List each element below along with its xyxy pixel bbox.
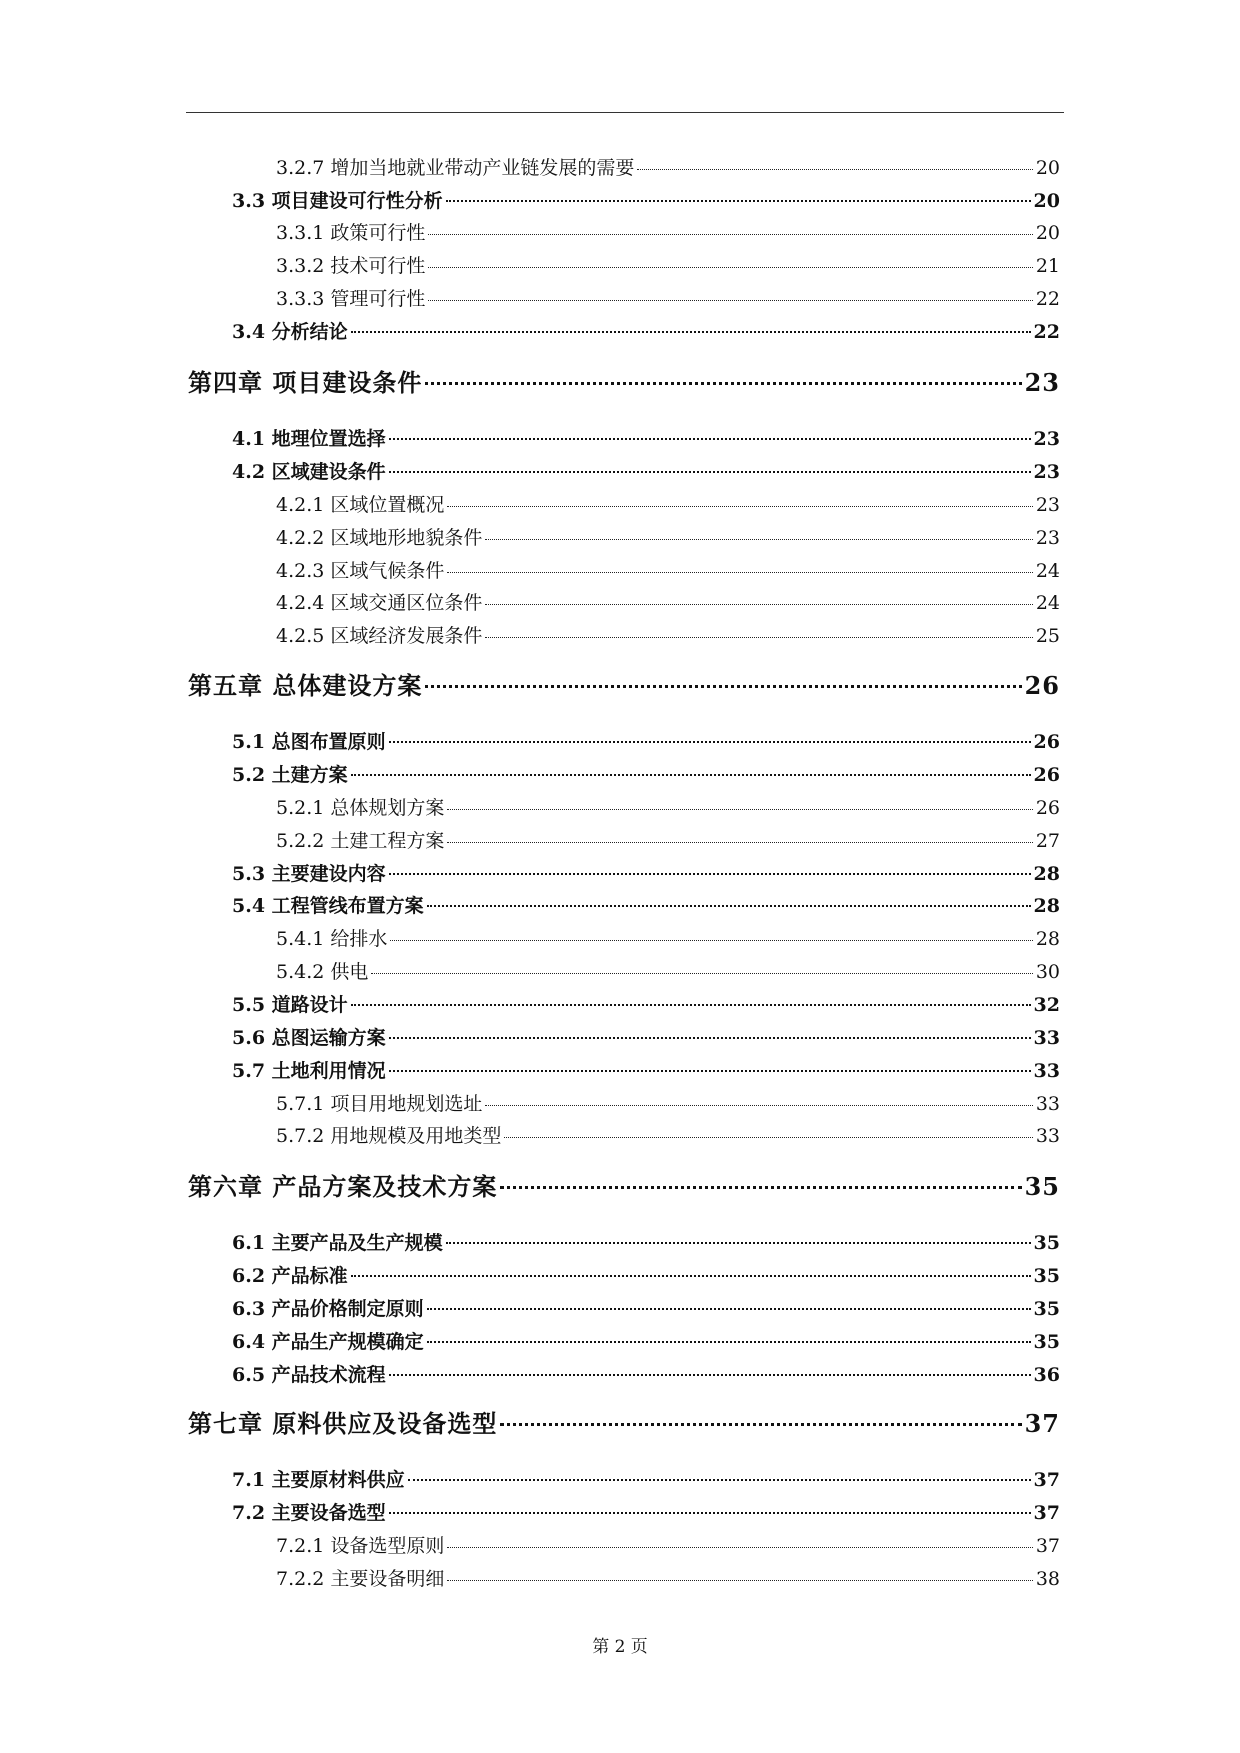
- dot-leader: [389, 1374, 1031, 1376]
- toc-chapter[interactable]: [188, 1167, 1060, 1202]
- toc-entry-page: 28: [1035, 928, 1060, 950]
- toc-entry-page: 23: [1033, 461, 1060, 483]
- toc-entry[interactable]: [232, 424, 1060, 451]
- toc-entry-label: 5.2.1 总体规划方案: [276, 797, 445, 819]
- toc-entry-page: 23: [1035, 527, 1060, 549]
- toc-entry-page: 35: [1033, 1232, 1060, 1254]
- toc-entry-label: 5.4.2 供电: [276, 961, 369, 983]
- toc-entry-page: 33: [1035, 1093, 1060, 1115]
- dot-leader: [408, 1479, 1031, 1481]
- toc-entry-label: 5.4.1 给排水: [276, 928, 388, 950]
- toc-entry-label: 7.1 主要原材料供应: [232, 1469, 405, 1491]
- toc-entry[interactable]: [232, 891, 1060, 918]
- toc-entry[interactable]: [232, 186, 1060, 213]
- toc-entry-label: 3.3 项目建设可行性分析: [232, 190, 443, 212]
- toc-entry[interactable]: [276, 284, 1060, 311]
- dot-leader: [500, 1186, 1021, 1189]
- toc-entry-page: 27: [1035, 830, 1060, 852]
- toc-entry[interactable]: [276, 251, 1060, 278]
- toc-entry-label: 3.2.7 增加当地就业带动产业链发展的需要: [276, 157, 635, 179]
- dot-leader: [447, 809, 1032, 810]
- toc-chapter-label: 第五章 总体建设方案: [188, 671, 423, 700]
- toc-entry[interactable]: [276, 588, 1060, 615]
- toc-entry[interactable]: [232, 317, 1060, 344]
- toc-entry-page: 38: [1035, 1568, 1060, 1590]
- dot-leader: [637, 169, 1032, 170]
- toc-entry-label: 5.5 道路设计: [232, 994, 348, 1016]
- toc-entry[interactable]: [232, 1294, 1060, 1321]
- toc-entry-label: 3.3.1 政策可行性: [276, 222, 426, 244]
- toc-entry[interactable]: [276, 826, 1060, 853]
- dot-leader: [500, 1423, 1021, 1426]
- toc-entry-label: 5.7.2 用地规模及用地类型: [276, 1125, 502, 1147]
- toc-entry[interactable]: [276, 490, 1060, 517]
- dot-leader: [389, 1512, 1031, 1514]
- dot-leader: [446, 1242, 1031, 1244]
- toc-entry-page: 20: [1035, 222, 1060, 244]
- dot-leader: [428, 267, 1032, 268]
- toc-chapter-page: 26: [1024, 671, 1060, 700]
- dot-leader: [425, 382, 1021, 385]
- toc-entry-label: 6.2 产品标准: [232, 1265, 348, 1287]
- toc-entry[interactable]: [276, 153, 1060, 180]
- toc-entry-page: 33: [1033, 1060, 1060, 1082]
- toc-entry-page: 33: [1035, 1125, 1060, 1147]
- toc-entry[interactable]: [276, 924, 1060, 951]
- toc-chapter-page: 37: [1024, 1409, 1060, 1438]
- dot-leader: [447, 842, 1032, 843]
- toc-entry-page: 37: [1035, 1535, 1060, 1557]
- toc-entry[interactable]: [276, 1531, 1060, 1558]
- toc-entry-label: 6.4 产品生产规模确定: [232, 1331, 424, 1353]
- toc-entry-label: 4.1 地理位置选择: [232, 428, 386, 450]
- toc-entry-label: 4.2.1 区域位置概况: [276, 494, 445, 516]
- toc-entry-label: 4.2.3 区域气候条件: [276, 560, 445, 582]
- dot-leader: [447, 506, 1032, 507]
- toc-entry-label: 7.2.2 主要设备明细: [276, 1568, 445, 1590]
- toc-entry-label: 4.2.5 区域经济发展条件: [276, 625, 483, 647]
- dot-leader: [351, 331, 1031, 333]
- toc-entry[interactable]: [232, 727, 1060, 754]
- toc-entry-page: 23: [1035, 494, 1060, 516]
- toc-entry-page: 24: [1035, 560, 1060, 582]
- dot-leader: [427, 1341, 1031, 1343]
- toc-entry[interactable]: [276, 218, 1060, 245]
- toc-entry-page: 28: [1033, 863, 1060, 885]
- toc-entry-page: 35: [1033, 1298, 1060, 1320]
- toc-entry-page: 35: [1033, 1265, 1060, 1287]
- toc-entry-page: 25: [1035, 625, 1060, 647]
- dot-leader: [425, 685, 1021, 688]
- toc-chapter[interactable]: [188, 363, 1060, 398]
- toc-entry-label: 5.3 主要建设内容: [232, 863, 386, 885]
- dot-leader: [485, 604, 1032, 605]
- toc-entry-page: 26: [1033, 764, 1060, 786]
- dot-leader: [485, 1105, 1032, 1106]
- toc-entry-label: 7.2.1 设备选型原则: [276, 1535, 445, 1557]
- toc-entry[interactable]: [276, 1121, 1060, 1148]
- toc-entry[interactable]: [232, 1498, 1060, 1525]
- toc-entry-label: 5.1 总图布置原则: [232, 731, 386, 753]
- toc-entry-page: 24: [1035, 592, 1060, 614]
- toc-entry[interactable]: [232, 457, 1060, 484]
- toc-entry[interactable]: [232, 1465, 1060, 1492]
- toc-entry-label: 6.1 主要产品及生产规模: [232, 1232, 443, 1254]
- toc-entry-label: 4.2 区域建设条件: [232, 461, 386, 483]
- toc-entry-page: 21: [1035, 255, 1060, 277]
- dot-leader: [389, 438, 1031, 440]
- dot-leader: [447, 572, 1032, 573]
- dot-leader: [351, 1275, 1031, 1277]
- toc-entry-page: 30: [1035, 961, 1060, 983]
- dot-leader: [428, 234, 1032, 235]
- dot-leader: [428, 300, 1032, 301]
- dot-leader: [504, 1137, 1032, 1138]
- toc-entry[interactable]: [232, 1261, 1060, 1288]
- toc-entry[interactable]: [276, 1089, 1060, 1116]
- toc-entry-page: 23: [1033, 428, 1060, 450]
- header-rule: [186, 112, 1064, 113]
- toc-entry[interactable]: [232, 990, 1060, 1017]
- toc-chapter-label: 第四章 项目建设条件: [188, 368, 423, 397]
- toc-entry[interactable]: [276, 793, 1060, 820]
- dot-leader: [389, 873, 1031, 875]
- dot-leader: [485, 637, 1032, 638]
- toc-entry-page: 22: [1035, 288, 1060, 310]
- toc-entry-label: 4.2.2 区域地形地貌条件: [276, 527, 483, 549]
- toc-chapter-page: 23: [1024, 368, 1060, 397]
- toc-entry-page: 20: [1033, 190, 1060, 212]
- toc-entry-label: 4.2.4 区域交通区位条件: [276, 592, 483, 614]
- dot-leader: [371, 973, 1032, 974]
- toc-entry[interactable]: [276, 556, 1060, 583]
- toc-entry-label: 5.2.2 土建工程方案: [276, 830, 445, 852]
- toc-entry[interactable]: [232, 1327, 1060, 1354]
- toc-entry-page: 37: [1033, 1469, 1060, 1491]
- dot-leader: [351, 774, 1031, 776]
- toc-entry-label: 6.5 产品技术流程: [232, 1364, 386, 1386]
- page-number-footer: 第 2 页: [592, 1637, 648, 1657]
- dot-leader: [390, 940, 1032, 941]
- dot-leader: [351, 1004, 1031, 1006]
- toc-entry[interactable]: [276, 621, 1060, 648]
- dot-leader: [427, 905, 1031, 907]
- toc-entry[interactable]: [232, 1228, 1060, 1255]
- toc-entry-label: 5.7.1 项目用地规划选址: [276, 1093, 483, 1115]
- dot-leader: [485, 539, 1032, 540]
- toc-entry[interactable]: [232, 1360, 1060, 1387]
- toc-entry-page: 22: [1033, 321, 1060, 343]
- dot-leader: [389, 471, 1031, 473]
- toc-chapter-page: 35: [1024, 1172, 1060, 1201]
- toc-entry-page: 26: [1035, 797, 1060, 819]
- toc-entry[interactable]: [232, 859, 1060, 886]
- toc-entry-page: 26: [1033, 731, 1060, 753]
- toc-entry-label: 6.3 产品价格制定原则: [232, 1298, 424, 1320]
- toc-entry-page: 32: [1033, 994, 1060, 1016]
- toc-entry[interactable]: [232, 760, 1060, 787]
- dot-leader: [447, 1547, 1032, 1548]
- toc-chapter[interactable]: [188, 666, 1060, 701]
- toc-entry-page: 20: [1035, 157, 1060, 179]
- toc-entry[interactable]: [232, 1056, 1060, 1083]
- dot-leader: [446, 200, 1031, 202]
- toc-entry-label: 3.3.3 管理可行性: [276, 288, 426, 310]
- toc-entry-page: 28: [1033, 895, 1060, 917]
- dot-leader: [389, 1070, 1031, 1072]
- toc-entry-label: 5.4 工程管线布置方案: [232, 895, 424, 917]
- toc-chapter-label: 第六章 产品方案及技术方案: [188, 1172, 498, 1201]
- toc-entry-label: 3.4 分析结论: [232, 321, 348, 343]
- toc-entry-label: 7.2 主要设备选型: [232, 1502, 386, 1524]
- dot-leader: [427, 1308, 1031, 1310]
- toc-chapter-label: 第七章 原料供应及设备选型: [188, 1409, 498, 1438]
- toc-entry-label: 5.6 总图运输方案: [232, 1027, 386, 1049]
- toc-entry-page: 35: [1033, 1331, 1060, 1353]
- dot-leader: [389, 1037, 1031, 1039]
- toc-entry[interactable]: [232, 1023, 1060, 1050]
- toc-chapter[interactable]: [188, 1404, 1060, 1439]
- toc-entry-label: 5.7 土地利用情况: [232, 1060, 386, 1082]
- toc-entry-page: 37: [1033, 1502, 1060, 1524]
- toc-entry-label: 3.3.2 技术可行性: [276, 255, 426, 277]
- toc-entry[interactable]: [276, 523, 1060, 550]
- toc-entry[interactable]: [276, 1564, 1060, 1591]
- dot-leader: [447, 1580, 1032, 1581]
- toc-entry-page: 36: [1033, 1364, 1060, 1386]
- toc-entry[interactable]: [276, 957, 1060, 984]
- toc-entry-page: 33: [1033, 1027, 1060, 1049]
- dot-leader: [389, 741, 1031, 743]
- toc-entry-label: 5.2 土建方案: [232, 764, 348, 786]
